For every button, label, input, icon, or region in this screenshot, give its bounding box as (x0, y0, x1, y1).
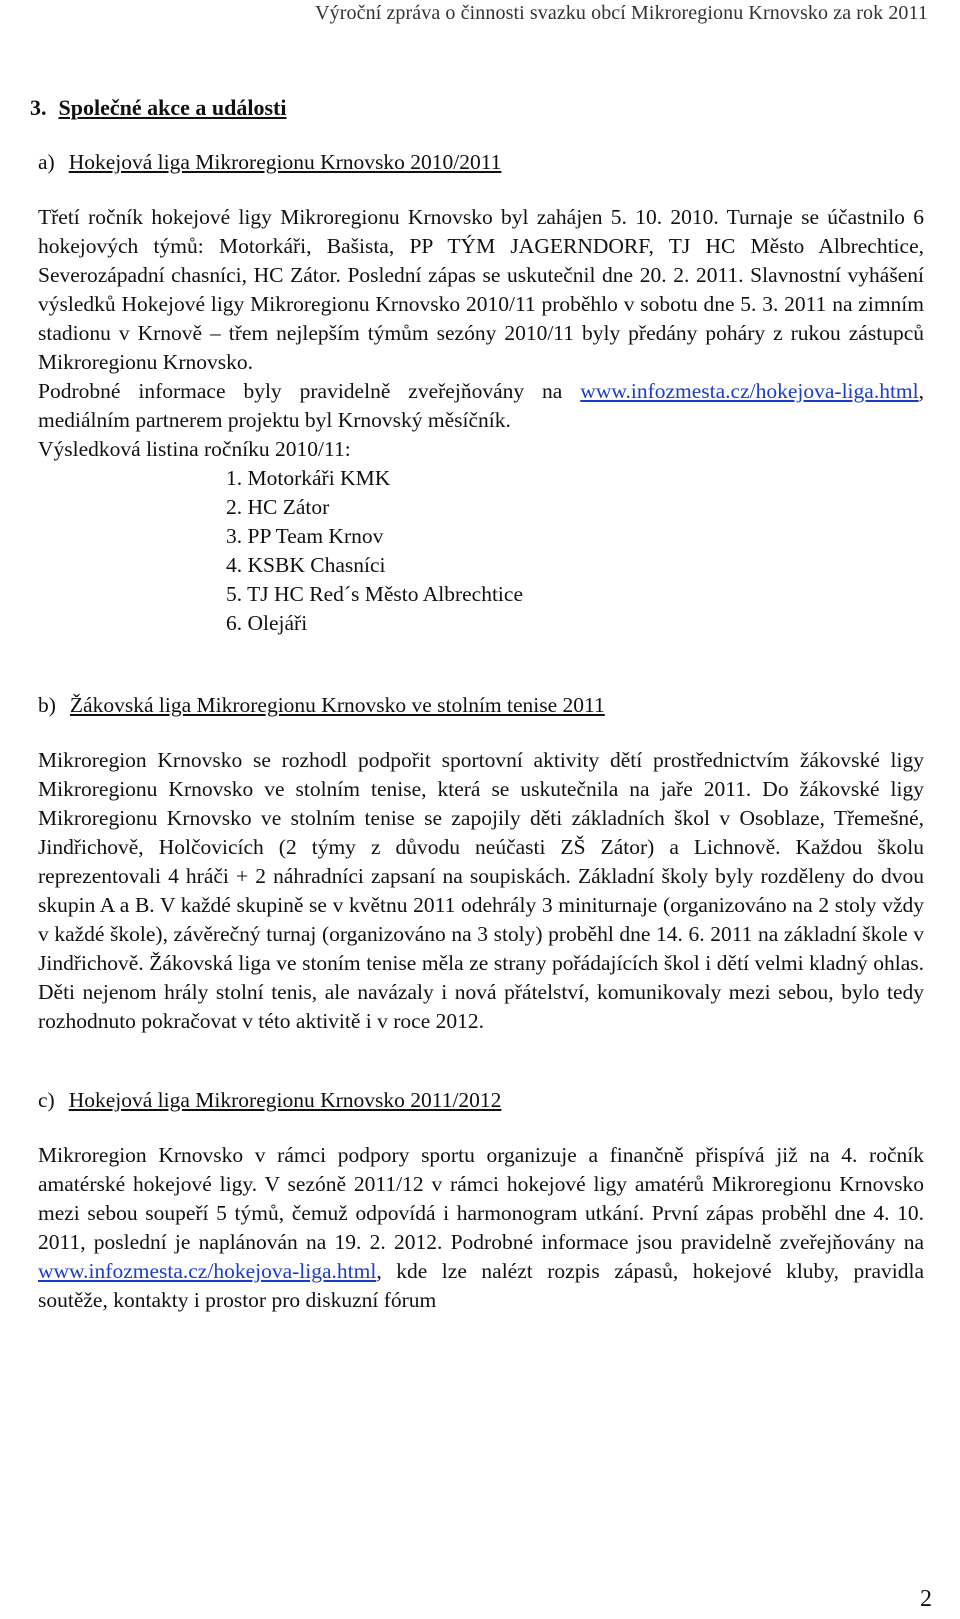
part-a-title: Hokejová liga Mikroregionu Krnovsko 2010/2011 (68, 150, 502, 174)
result-team: HC Zátor (247, 495, 330, 519)
part-b-heading (38, 691, 924, 720)
part-c-title: Hokejová liga Mikroregionu Krnovsko 2011/2012 (68, 1088, 502, 1112)
part-c-info-link[interactable]: www.infozmesta.cz/hokejova-liga.html (38, 1259, 377, 1283)
section-title (30, 93, 924, 122)
part-b-letter: b) (38, 693, 56, 717)
part-a-info-suffix: , mediálním partnerem projektu byl Krnovský měsíčník. (38, 379, 924, 432)
results-title: Výsledková listina ročníku 2010/11: (38, 437, 351, 461)
part-a-letter: a) (38, 150, 55, 174)
result-rank: 6. (226, 611, 243, 635)
results-item (226, 464, 924, 493)
running-header: Výroční zpráva o činnosti svazku obcí Mikroregionu Krnovsko za rok 2011 (315, 2, 928, 24)
part-a-paragraph (38, 203, 924, 435)
spacer (38, 638, 924, 691)
result-rank: 5. (226, 582, 243, 606)
results-item (226, 580, 924, 609)
part-a-text: Třetí ročník hokejové ligy Mikroregionu Krnovsko byl zahájen 5. 10. 2010. Turnaje se účastnilo 6 hokejových týmů: Motorkáři, Bašista, PP TÝM JAGERNDORF, TJ HC Město Albrechtice, Severozápadní chasníci, HC Zátor. Poslední zápas se uskutečnil dne 20. 2. 2011. Slavnostní vyhášení výsledků Hokejové ligy Mikroregionu Krnovsko 2010/11 proběhlo v sobotu dne 5. 3. 2011 na zimním stadionu v Krnově – třem nejlepším týmům sezóny 2010/11 byly předány poháry z rukou zástupců Mikroregionu Krnovsko. (38, 205, 924, 374)
result-team: KSBK Chasníci (247, 553, 386, 577)
part-c-paragraph (38, 1141, 924, 1315)
section-heading: Společné akce a události (58, 95, 287, 120)
results-item (226, 551, 924, 580)
part-a-heading (38, 148, 924, 177)
result-team: PP Team Krnov (247, 524, 384, 548)
result-team: Olejáři (247, 611, 308, 635)
results-list (38, 464, 924, 638)
part-c-heading (38, 1086, 924, 1115)
spacer (38, 1036, 924, 1086)
part-b-paragraph: Mikroregion Krnovsko se rozhodl podpořit sportovní aktivity dětí prostřednictvím žákovské ligy Mikroregionu Krnovsko ve stolním tenise, která se uskutečnila na jaře 2011. Do žákovské ligy Mikroregionu Krnovsko ve stolním tenise se zapojily děti základních škol v Osoblaze, Třemešné, Jindřichově, Holčovicích (2 týmy z důvodu neúčasti ZŠ Zátor) a Lichnově. Každou školu reprezentovali 4 hráči + 2 náhradníci zapsaní na soupiskách. Základní školy byly rozděleny do dvou skupin A a B. V každé skupině se v květnu 2011 odehrály 3 miniturnaje (organizováno na 2 stoly vždy v každé škole), závěrečný turnaj (organizováno na 3 stoly) proběhl dne 14. 6. 2011 na základní škole v Jindřichově. Žákovská liga ve stoním tenise měla ze strany pořádajících škol i dětí velmi kladný ohlas. Děti nejenom hrály stolní tenis, ale navázaly i nová přátelství, komunikovaly mezi sebou, bylo tedy rozhodnuto pokračovat v této aktivitě i v roce 2012. (38, 748, 924, 1033)
result-rank: 4. (226, 553, 243, 577)
part-a-info-link[interactable]: www.infozmesta.cz/hokejova-liga.html (580, 379, 919, 403)
section-number: 3. (30, 95, 47, 120)
part-b-title: Žákovská liga Mikroregionu Krnovsko ve stolním tenise 2011 (69, 693, 605, 717)
results-item (226, 609, 924, 638)
results-item (226, 522, 924, 551)
page-number: 2 (920, 1586, 932, 1612)
result-team: TJ HC Red´s Město Albrechtice (247, 582, 523, 606)
result-rank: 3. (226, 524, 243, 548)
result-rank: 2. (226, 495, 243, 519)
result-team: Motorkáři KMK (247, 466, 391, 490)
part-a-info-prefix: Podrobné informace byly pravidelně zveřejňovány na (38, 379, 581, 403)
page-content (30, 93, 924, 1315)
part-c-text: Mikroregion Krnovsko v rámci podpory sportu organizuje a finančně přispívá již na 4. ročník amatérské hokejové ligy. V sezóně 2011/12 v rámci hokejové ligy amatérů Mikroregionu Krnovsko mezi sebou soupeří 5 týmů, čemuž odpovídá i harmonogram utkání. První zápas proběhl dne 4. 10. 2011, poslední je naplánován na 19. 2. 2012. Podrobné informace jsou pravidelně zveřejňovány na (38, 1143, 924, 1254)
results-item (226, 493, 924, 522)
part-c-letter: c) (38, 1088, 55, 1112)
part-c-info-suffix: , kde lze nalézt rozpis zápasů, hokejové kluby, pravidla soutěže, kontakty i prostor pro diskuzní fórum (38, 1259, 924, 1312)
result-rank: 1. (226, 466, 243, 490)
